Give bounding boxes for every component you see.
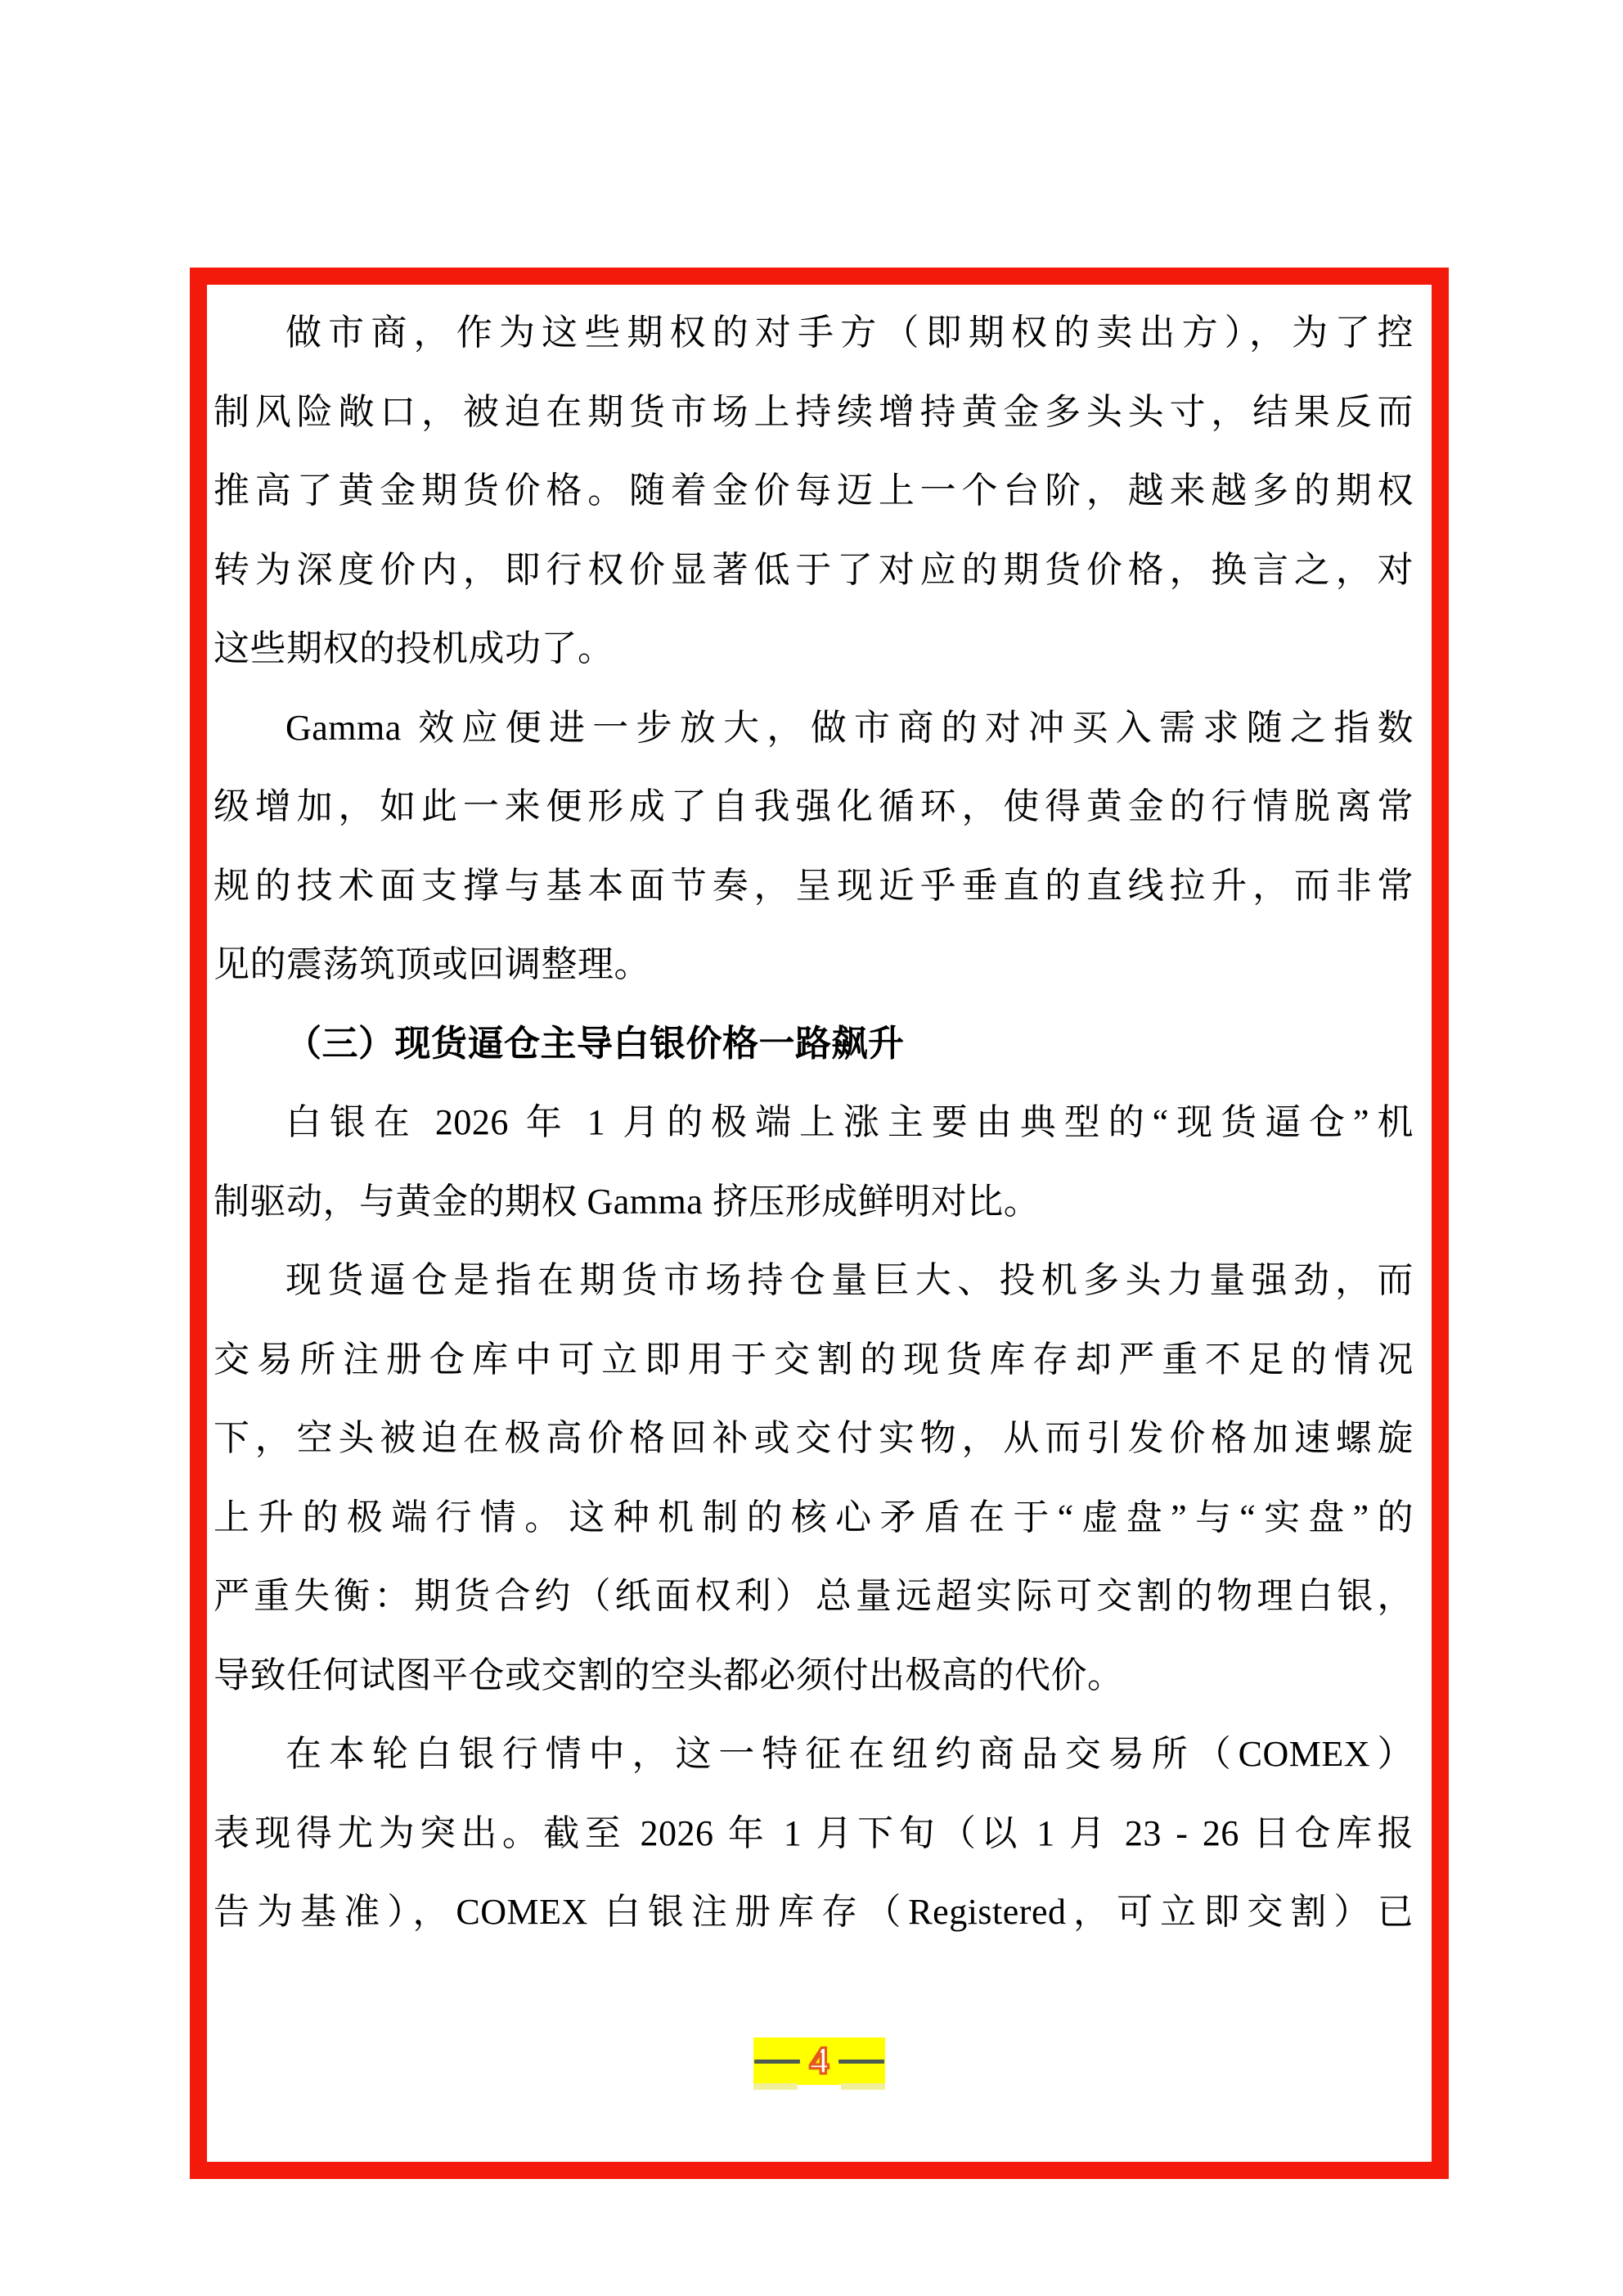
section-heading-line: （三）现货逼仓主导白银价格一路飙升 (285, 1023, 905, 1064)
footer-highlight-underline (753, 2083, 885, 2090)
text-line: 白银在 2026 年 1 月的极端上涨主要由典型的“现货逼仓”机 (285, 1102, 1414, 1142)
text-line: 表现得尤为突出。截至 2026 年 1 月下旬（以 1 月 23 - 26 日仓库报 (214, 1812, 1414, 1853)
text-line: 这些期权的投机成功了。 (214, 628, 614, 669)
text-line: 做市商，作为这些期权的对手方（即期权的卖出方），为了控 (285, 313, 1414, 353)
text-line: 推高了黄金期货价格。随着金价每迈上一个台阶，越来越多的期权 (214, 470, 1414, 511)
page-number: 4 (809, 2039, 829, 2082)
text-line: 现货逼仓是指在期货市场持仓量巨大、投机多头力量强劲，而 (285, 1260, 1414, 1300)
text-line: 上升的极端行情。这种机制的核心矛盾在于“虚盘”与“实盘”的 (214, 1497, 1414, 1537)
footer-pale-strip-left (753, 2083, 798, 2090)
text-line: 制驱动，与黄金的期权 Gamma 挤压形成鲜明对比。 (214, 1181, 1041, 1222)
footer-dash-right (838, 2060, 884, 2064)
text-line: 见的震荡筑顶或回调整理。 (214, 944, 650, 984)
document-content (207, 285, 1432, 1952)
text-line: 下，空头被迫在极高价格回补或交付实物，从而引发价格加速螺旋 (214, 1418, 1414, 1458)
text-line: 告为基准），COMEX 白银注册库存（Registered，可立即交割）已 (214, 1892, 1414, 1932)
text-line: 交易所注册仓库中可立即用于交割的现货库存却严重不足的情况 (214, 1339, 1414, 1380)
page-number-highlight (753, 2037, 885, 2085)
text-line: 严重失衡：期货合约（纸面权利）总量远超实际可交割的物理白银， (214, 1576, 1414, 1616)
text-line: 在本轮白银行情中，这一特征在纽约商品交易所（COMEX） (285, 1734, 1414, 1774)
text-line: 制风险敞口，被迫在期货市场上持续增持黄金多头头寸，结果反而 (214, 391, 1414, 432)
text-line: 转为深度价内，即行权价显著低于了对应的期货价格，换言之，对 (214, 549, 1414, 590)
text-line: 规的技术面支撑与基本面节奏，呈现近乎垂直的直线拉升，而非常 (214, 865, 1414, 906)
text-line: 导致任何试图平仓或交割的空头都必须付出极高的代价。 (214, 1654, 1124, 1695)
text-line: 级增加，如此一来便形成了自我强化循环，使得黄金的行情脱离常 (214, 786, 1414, 826)
page-footer (207, 2037, 1432, 2090)
text-line: Gamma 效应便进一步放大，做市商的对冲买入需求随之指数 (285, 707, 1414, 748)
footer-dash-left (754, 2060, 800, 2064)
footer-pale-strip-right (841, 2083, 885, 2090)
page-border-frame (190, 268, 1449, 2179)
